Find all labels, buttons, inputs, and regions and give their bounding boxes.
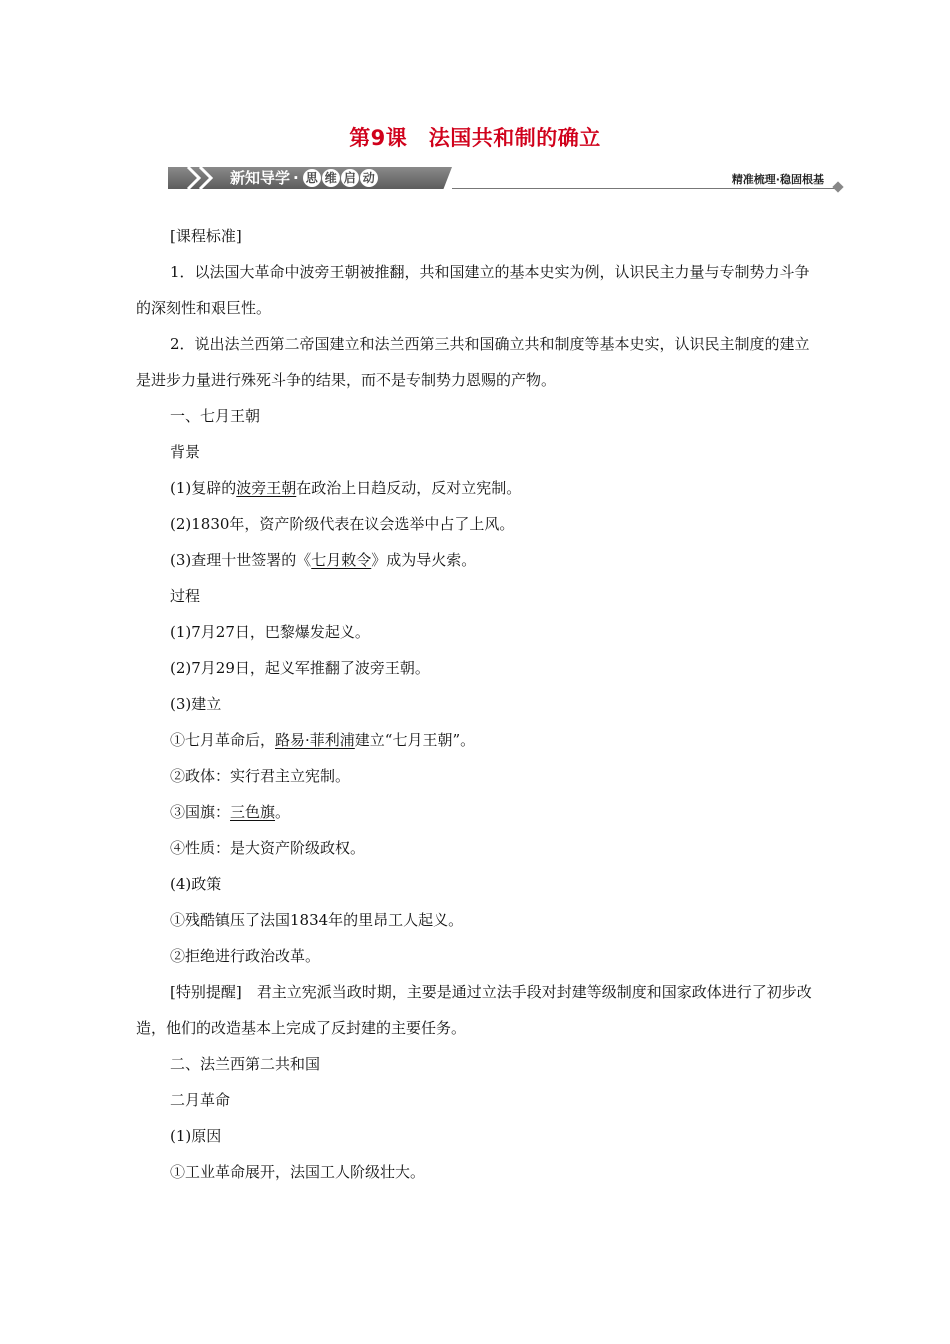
paragraph: [136, 254, 816, 326]
paragraph: [136, 1154, 816, 1190]
section-banner: [168, 163, 844, 193]
text-segment: ④性质：是大资产阶级政权。: [170, 839, 366, 857]
double-chevron-icon: [182, 163, 226, 193]
text-segment: (1)原因: [170, 1127, 222, 1145]
text-segment: 建立“七月王朝”。: [354, 731, 476, 749]
text-segment: ①工业革命展开，法国工人阶级壮大。: [170, 1163, 426, 1181]
text-segment: 二月革命: [170, 1091, 231, 1109]
underlined-term: 波旁王朝: [236, 479, 297, 497]
paragraph: [136, 218, 816, 254]
paragraph: [136, 1118, 816, 1154]
banner-heading: [230, 167, 378, 189]
text-segment: (4)政策: [170, 875, 222, 893]
paragraph: [136, 470, 816, 506]
paragraph: [136, 1046, 816, 1082]
text-segment: (3)建立: [170, 695, 222, 713]
text-segment: [特别提醒] 君主立宪派当政时期，主要是通过立法手段对封建等级制度和国家政体进行了初步改造，他们的改造基本上完成了反封建的主要任务。: [136, 983, 812, 1037]
banner-left-text: 新知导学: [230, 169, 291, 187]
text-segment: ①残酷镇压了法国1834年的里昂工人起义。: [170, 911, 464, 929]
text-segment: (2)1830年，资产阶级代表在议会选举中占了上风。: [170, 515, 515, 533]
paragraph: [136, 398, 816, 434]
underlined-term: 路易·菲利浦: [275, 731, 355, 749]
underlined-term: 三色旗: [230, 803, 276, 821]
paragraph: [136, 614, 816, 650]
paragraph: [136, 974, 816, 1046]
text-segment: 在政治上日趋反动，反对立宪制。: [296, 479, 522, 497]
text-segment: ②政体：实行君主立宪制。: [170, 767, 351, 785]
banner-subtitle: 精准梳理·稳固根基: [731, 173, 824, 186]
paragraph: [136, 938, 816, 974]
paragraph: [136, 794, 816, 830]
text-segment: ①七月革命后，: [170, 731, 276, 749]
page-title: 第9课 法国共和制的确立: [349, 126, 601, 150]
paragraph: [136, 326, 816, 398]
paragraph: [136, 650, 816, 686]
text-segment: 2．说出法兰西第二帝国建立和法兰西第三共和国确立共和制度等基本史实，认识民主制度的建立是进步力量进行殊死斗争的结果，而不是专制势力恩赐的产物。: [136, 335, 810, 389]
underlined-term: 七月敕令: [311, 551, 372, 569]
text-segment: 过程: [170, 587, 201, 605]
banner-dot: ·: [293, 169, 299, 187]
paragraph: [136, 578, 816, 614]
text-segment: 》成为导火索。: [371, 551, 477, 569]
paragraph: [136, 758, 816, 794]
text-segment: (2)7月29日，起义军推翻了波旁王朝。: [170, 659, 430, 677]
text-segment: 一、七月王朝: [170, 407, 261, 425]
text-segment: 二、法兰西第二共和国: [170, 1055, 321, 1073]
paragraph: [136, 830, 816, 866]
banner-circled-char: 动: [360, 169, 378, 187]
text-segment: 1．以法国大革命中波旁王朝被推翻，共和国建立的基本史实为例，认识民主力量与专制势力斗争的深刻性和艰巨性。: [136, 263, 810, 317]
document-body: [136, 218, 816, 1190]
text-segment: 背景: [170, 443, 201, 461]
paragraph: [136, 866, 816, 902]
diamond-icon: [832, 181, 843, 192]
banner-rule: [452, 188, 836, 189]
paragraph: [136, 542, 816, 578]
text-segment: (1)7月27日，巴黎爆发起义。: [170, 623, 370, 641]
text-segment: [课程标准]: [170, 227, 242, 245]
text-segment: 。: [275, 803, 291, 821]
paragraph: [136, 434, 816, 470]
paragraph: [136, 722, 816, 758]
paragraph: [136, 902, 816, 938]
text-segment: ②拒绝进行政治改革。: [170, 947, 321, 965]
paragraph: [136, 506, 816, 542]
banner-circled-char: 维: [322, 169, 340, 187]
text-segment: (1)复辟的: [170, 479, 237, 497]
banner-circled-char: 思: [303, 169, 321, 187]
banner-circled-char: 启: [341, 169, 359, 187]
text-segment: ③国旗：: [170, 803, 231, 821]
text-segment: (3)查理十世签署的《: [170, 551, 312, 569]
paragraph: [136, 1082, 816, 1118]
paragraph: [136, 686, 816, 722]
